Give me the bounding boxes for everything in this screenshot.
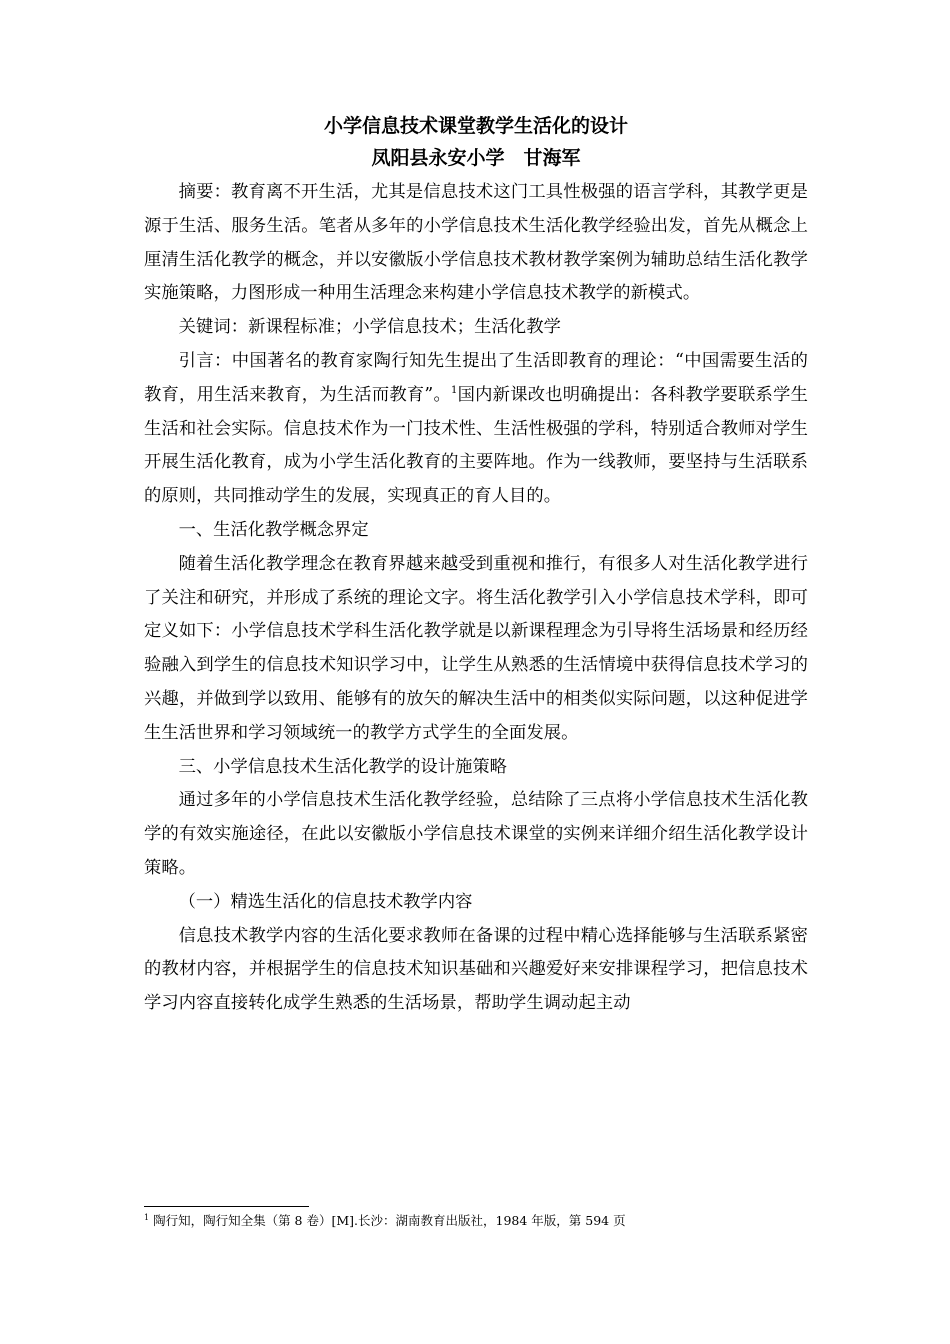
document-page (144, 110, 808, 1021)
intro-paragraph (144, 345, 808, 514)
section-3-paragraph: 通过多年的小学信息技术生活化教学经验，总结除了三点将小学信息技术生活化教学的有效实施途径，在此以安徽版小学信息技术课堂的实例来详细介绍生活化教学设计策略。 (144, 790, 808, 878)
document-author: 凤阳县永安小学 甘海军 (371, 147, 581, 169)
section-1-paragraph: 随着生活化教学理念在教育界越来越受到重视和推行，有很多人对生活化教学进行了关注和研究，并形成了系统的理论文字。将生活化教学引入小学信息技术学科，即可定义如下：小学信息技术学科生活化教学就是以新课程理念为引导将生活场景和经历经验融入到学生的信息技术知识学习中，让学生从熟悉的生活情境中获得信息技术学习的兴趣，并做到学以致用、能够有的放矢的解决生活中的相类似实际问题，以这种促进学生生活世界和学习领域统一的教学方式学生的全面发展。 (144, 553, 808, 743)
footnote-text: 陶行知，陶行知全集（第 8 卷）[M].长沙：湖南教育出版社，1984 年版，第 594 页 (149, 1213, 626, 1228)
section-heading-1: 一、生活化教学概念界定 (178, 519, 369, 540)
document-title: 小学信息技术课堂教学生活化的设计 (323, 115, 628, 137)
footnote-mark: 1 (144, 1212, 150, 1222)
intro-text-part2: 国内新课改也明确提出：各科教学要联系学生生活和社会实际。信息技术作为一门技术性、生活性极强的学科，特别适合教师对学生开展生活化教育，成为小学生活化教育的主要阵地。作为一线教师，要坚持与生活联系的原则，共同推动学生的发展，实现真正的育人目的。 (144, 384, 808, 507)
footnote (144, 1212, 808, 1230)
footnote-reference[interactable]: 1 (451, 385, 458, 397)
abstract-paragraph: 摘要：教育离不开生活，尤其是信息技术这门工具性极强的语言学科，其教学更是源于生活、服务生活。笔者从多年的小学信息技术生活化教学经验出发，首先从概念上厘清生活化教学的概念，并以安徽版小学信息技术教材教学案例为辅助总结生活化教学实施策略，力图形成一种用生活理念来构建小学信息技术教学的新模式。 (144, 182, 808, 304)
intro-text-part1: 引言：中国著名的教育家陶行知先生提出了生活即教育的理论：“中国需要生活的教育，用生活来教育，为生活而教育”。 (144, 350, 808, 405)
section-heading-3: 三、小学信息技术生活化教学的设计施策略 (178, 756, 507, 777)
subsection-heading-1: （一）精选生活化的信息技术教学内容 (178, 891, 473, 912)
keywords-paragraph: 关键词：新课程标准；小学信息技术；生活化教学 (178, 317, 561, 338)
footnote-separator (144, 1206, 309, 1207)
subsection-1-paragraph: 信息技术教学内容的生活化要求教师在备课的过程中精心选择能够与生活联系紧密的教材内容，并根据学生的信息技术知识基础和兴趣爱好来安排课程学习，把信息技术学习内容直接转化成学生熟悉的生活场景，帮助学生调动起主动 (144, 925, 808, 1014)
